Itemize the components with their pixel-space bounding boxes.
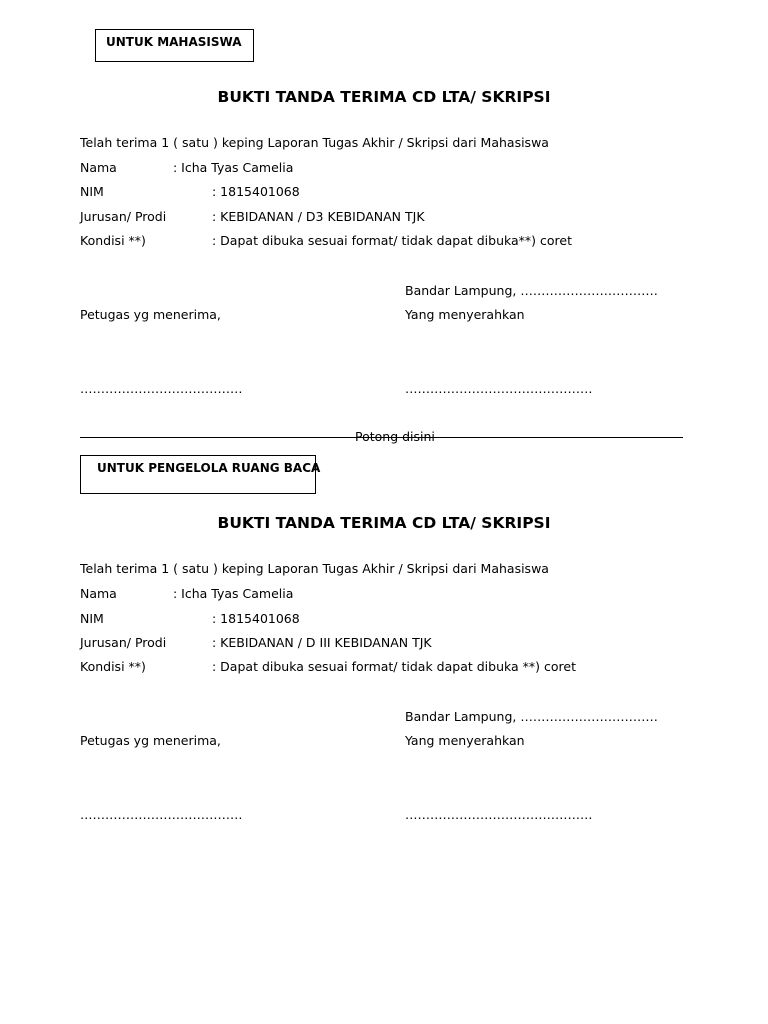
signature-line-right: ……………………………………… [405,807,593,822]
jurusan-label: Jurusan/ Prodi [80,209,167,224]
petugas-label: Petugas yg menerima, [80,307,221,322]
signature-line-left: ………………………………… [80,381,243,396]
intro-text: Telah terima 1 ( satu ) keping Laporan Tugas Akhir / Skripsi dari Mahasiswa [80,135,549,150]
jurusan-value: : KEBIDANAN / D3 KEBIDANAN TJK [212,209,425,224]
nim-value: : 1815401068 [212,184,300,199]
nama-label: Nama [80,586,117,601]
kondisi-label: Kondisi **) [80,233,146,248]
kondisi-label: Kondisi **) [80,659,146,674]
nama-label: Nama [80,160,117,175]
label-box-reading-room-text: UNTUK PENGELOLA RUANG BACA [97,461,321,475]
nim-label: NIM [80,611,104,626]
place-date: Bandar Lampung, …………………………… [405,283,658,298]
kondisi-value: : Dapat dibuka sesuai format/ tidak dapat dibuka **) coret [212,659,576,674]
cut-label: Potong disini [355,429,435,444]
signature-line-right: ……………………………………… [405,381,593,396]
signature-line-left: ………………………………… [80,807,243,822]
receipt-title: BUKTI TANDA TERIMA CD LTA/ SKRIPSI [217,88,551,106]
yang-menyerahkan-label: Yang menyerahkan [405,733,525,748]
nama-value: : Icha Tyas Camelia [173,586,294,601]
intro-text: Telah terima 1 ( satu ) keping Laporan Tugas Akhir / Skripsi dari Mahasiswa [80,561,549,576]
receipt-title: BUKTI TANDA TERIMA CD LTA/ SKRIPSI [217,514,551,532]
nim-value: : 1815401068 [212,611,300,626]
petugas-label: Petugas yg menerima, [80,733,221,748]
nama-value: : Icha Tyas Camelia [173,160,294,175]
nim-label: NIM [80,184,104,199]
label-box-student-text: UNTUK MAHASISWA [106,35,242,49]
kondisi-value: : Dapat dibuka sesuai format/ tidak dapat dibuka**) coret [212,233,573,248]
yang-menyerahkan-label: Yang menyerahkan [405,307,525,322]
jurusan-label: Jurusan/ Prodi [80,635,167,650]
jurusan-value: : KEBIDANAN / D III KEBIDANAN TJK [212,635,432,650]
place-date: Bandar Lampung, …………………………… [405,709,658,724]
